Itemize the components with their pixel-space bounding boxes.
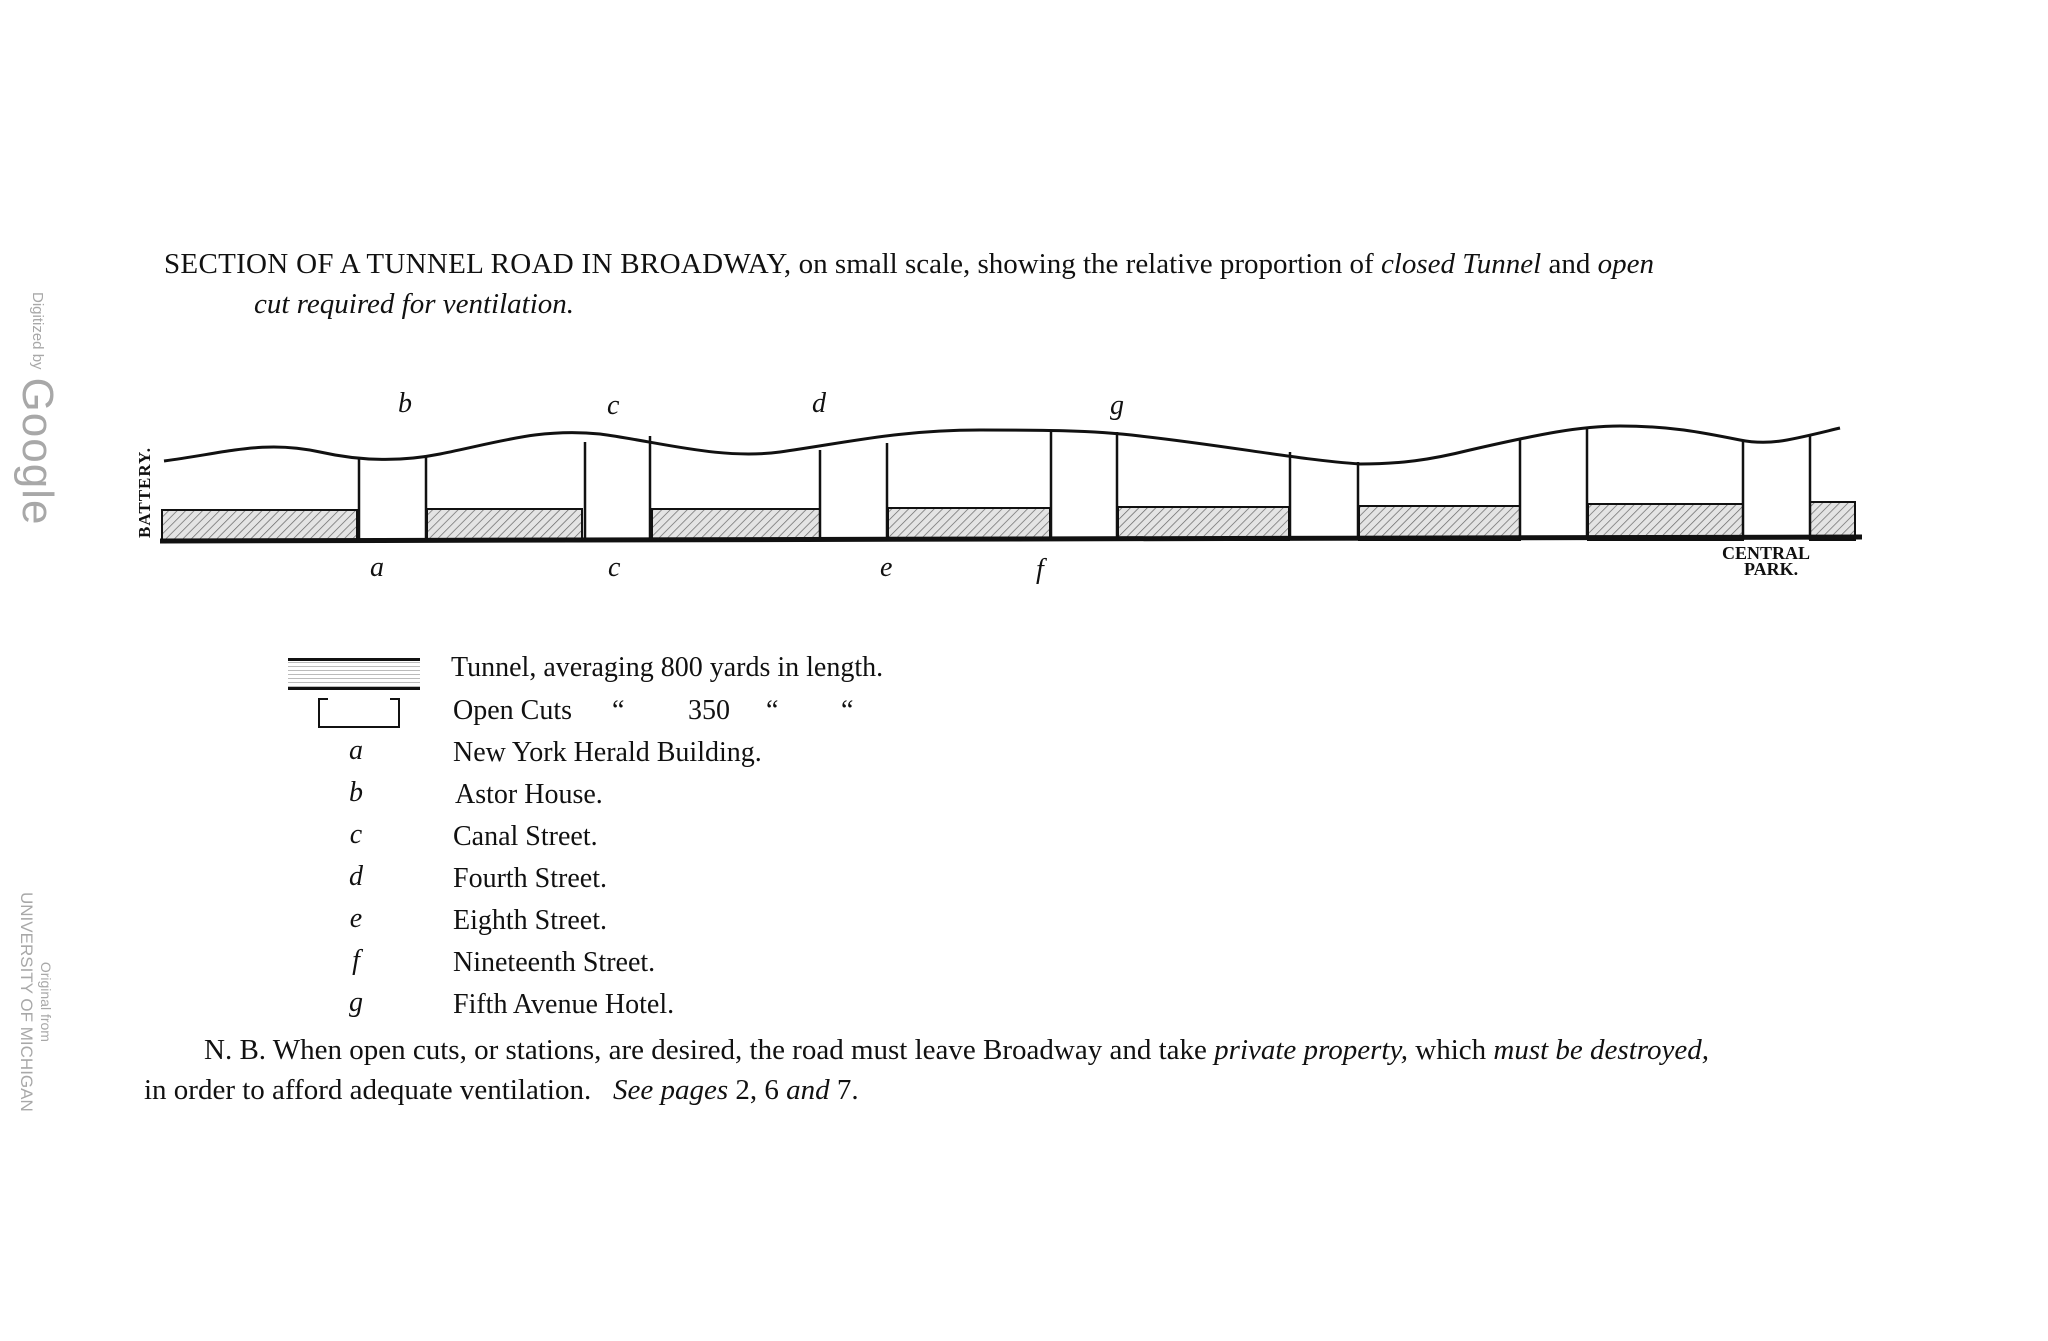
legend-item-d: Fourth Street.	[453, 863, 607, 894]
legend-item-a: New York Herald Building.	[453, 737, 762, 768]
tunnel-segment	[427, 509, 582, 540]
central-park-label-2: PARK.	[1744, 559, 1799, 579]
note-must-destroyed: must be destroyed,	[1493, 1034, 1709, 1066]
note-and: and	[786, 1074, 830, 1106]
top-letter-c: c	[607, 390, 620, 421]
note-line2: in order to afford adequate ventilation.	[144, 1074, 592, 1106]
legend-ditto-1: “	[612, 695, 625, 726]
note-mid: which	[1408, 1034, 1494, 1066]
bottom-letter-a: a	[370, 552, 384, 583]
digitized-by-text: Digitized by	[29, 292, 46, 370]
original-from-text: Original from	[38, 961, 54, 1042]
legend-letter-d: d	[349, 861, 363, 892]
battery-label: BATTERY.	[135, 446, 154, 538]
heading-line2: cut required for ventilation.	[254, 288, 575, 320]
legend-open-cuts-label: Open Cuts	[453, 695, 572, 726]
note-lead: N. B. When open cuts, or stations, are desired, the road must leave Broadway and take	[204, 1034, 1215, 1066]
tunnel-segment	[1810, 502, 1855, 540]
open-cut-legend-symbol	[318, 698, 400, 728]
legend-letter-b: b	[349, 777, 363, 808]
legend-letter-f: f	[352, 945, 360, 976]
legend-open-cuts-value: 350	[688, 695, 730, 726]
note-page-nums: 2, 6	[728, 1074, 787, 1106]
heading-open: open	[1597, 248, 1654, 280]
google-logo-text: Google	[13, 377, 62, 526]
heading-part1: on small scale, showing the relative proportion of	[791, 248, 1381, 280]
top-letter-d: d	[812, 388, 826, 419]
heading-and: and	[1541, 248, 1598, 280]
tunnel-segment	[1588, 504, 1743, 540]
note-last: 7.	[829, 1074, 859, 1106]
top-letter-b: b	[398, 388, 412, 419]
legend-letter-g: g	[349, 987, 363, 1018]
legend-item-c: Canal Street.	[453, 821, 598, 852]
tunnel-segment	[1118, 507, 1289, 540]
tunnel-segment	[652, 509, 820, 540]
tunnel-legend-symbol	[288, 658, 420, 690]
legend-item-e: Eighth Street.	[453, 905, 607, 936]
legend-tunnel-text: Tunnel, averaging 800 yards in length.	[451, 652, 884, 683]
tunnel-section-diagram	[0, 0, 2048, 620]
top-letter-g: g	[1110, 390, 1124, 421]
tunnel-segments	[162, 502, 1855, 540]
tunnel-segment	[1359, 506, 1520, 540]
university-text: UNIVERSITY OF MICHIGAN	[17, 892, 36, 1112]
legend-letter-c: c	[349, 819, 363, 850]
legend-letter-a: a	[349, 735, 363, 766]
central-park-label-1: CENTRAL	[1722, 543, 1811, 563]
legend-ditto-2: “	[766, 695, 779, 726]
street-surface-line	[164, 426, 1840, 464]
note-see-pages: See pages	[612, 1074, 729, 1106]
legend-letter-e: e	[349, 903, 363, 934]
bottom-letter-e: e	[880, 552, 893, 583]
tunnel-segment	[888, 508, 1050, 540]
nota-bene-paragraph	[144, 1030, 1884, 1110]
tunnel-segment	[162, 510, 357, 540]
heading-caps: SECTION OF A TUNNEL ROAD IN BROADWAY,	[164, 248, 792, 280]
note-private-property: private property,	[1214, 1034, 1408, 1066]
heading-closed-tunnel: closed Tunnel	[1380, 248, 1542, 280]
legend-ditto-3: “	[841, 695, 854, 726]
legend-item-f: Nineteenth Street.	[453, 947, 656, 978]
bottom-letter-c: c	[608, 552, 621, 583]
bottom-letter-f: f	[1036, 554, 1044, 585]
legend-item-b: Astor House.	[455, 779, 603, 810]
legend-item-g: Fifth Avenue Hotel.	[453, 989, 675, 1020]
university-watermark	[16, 892, 56, 1112]
